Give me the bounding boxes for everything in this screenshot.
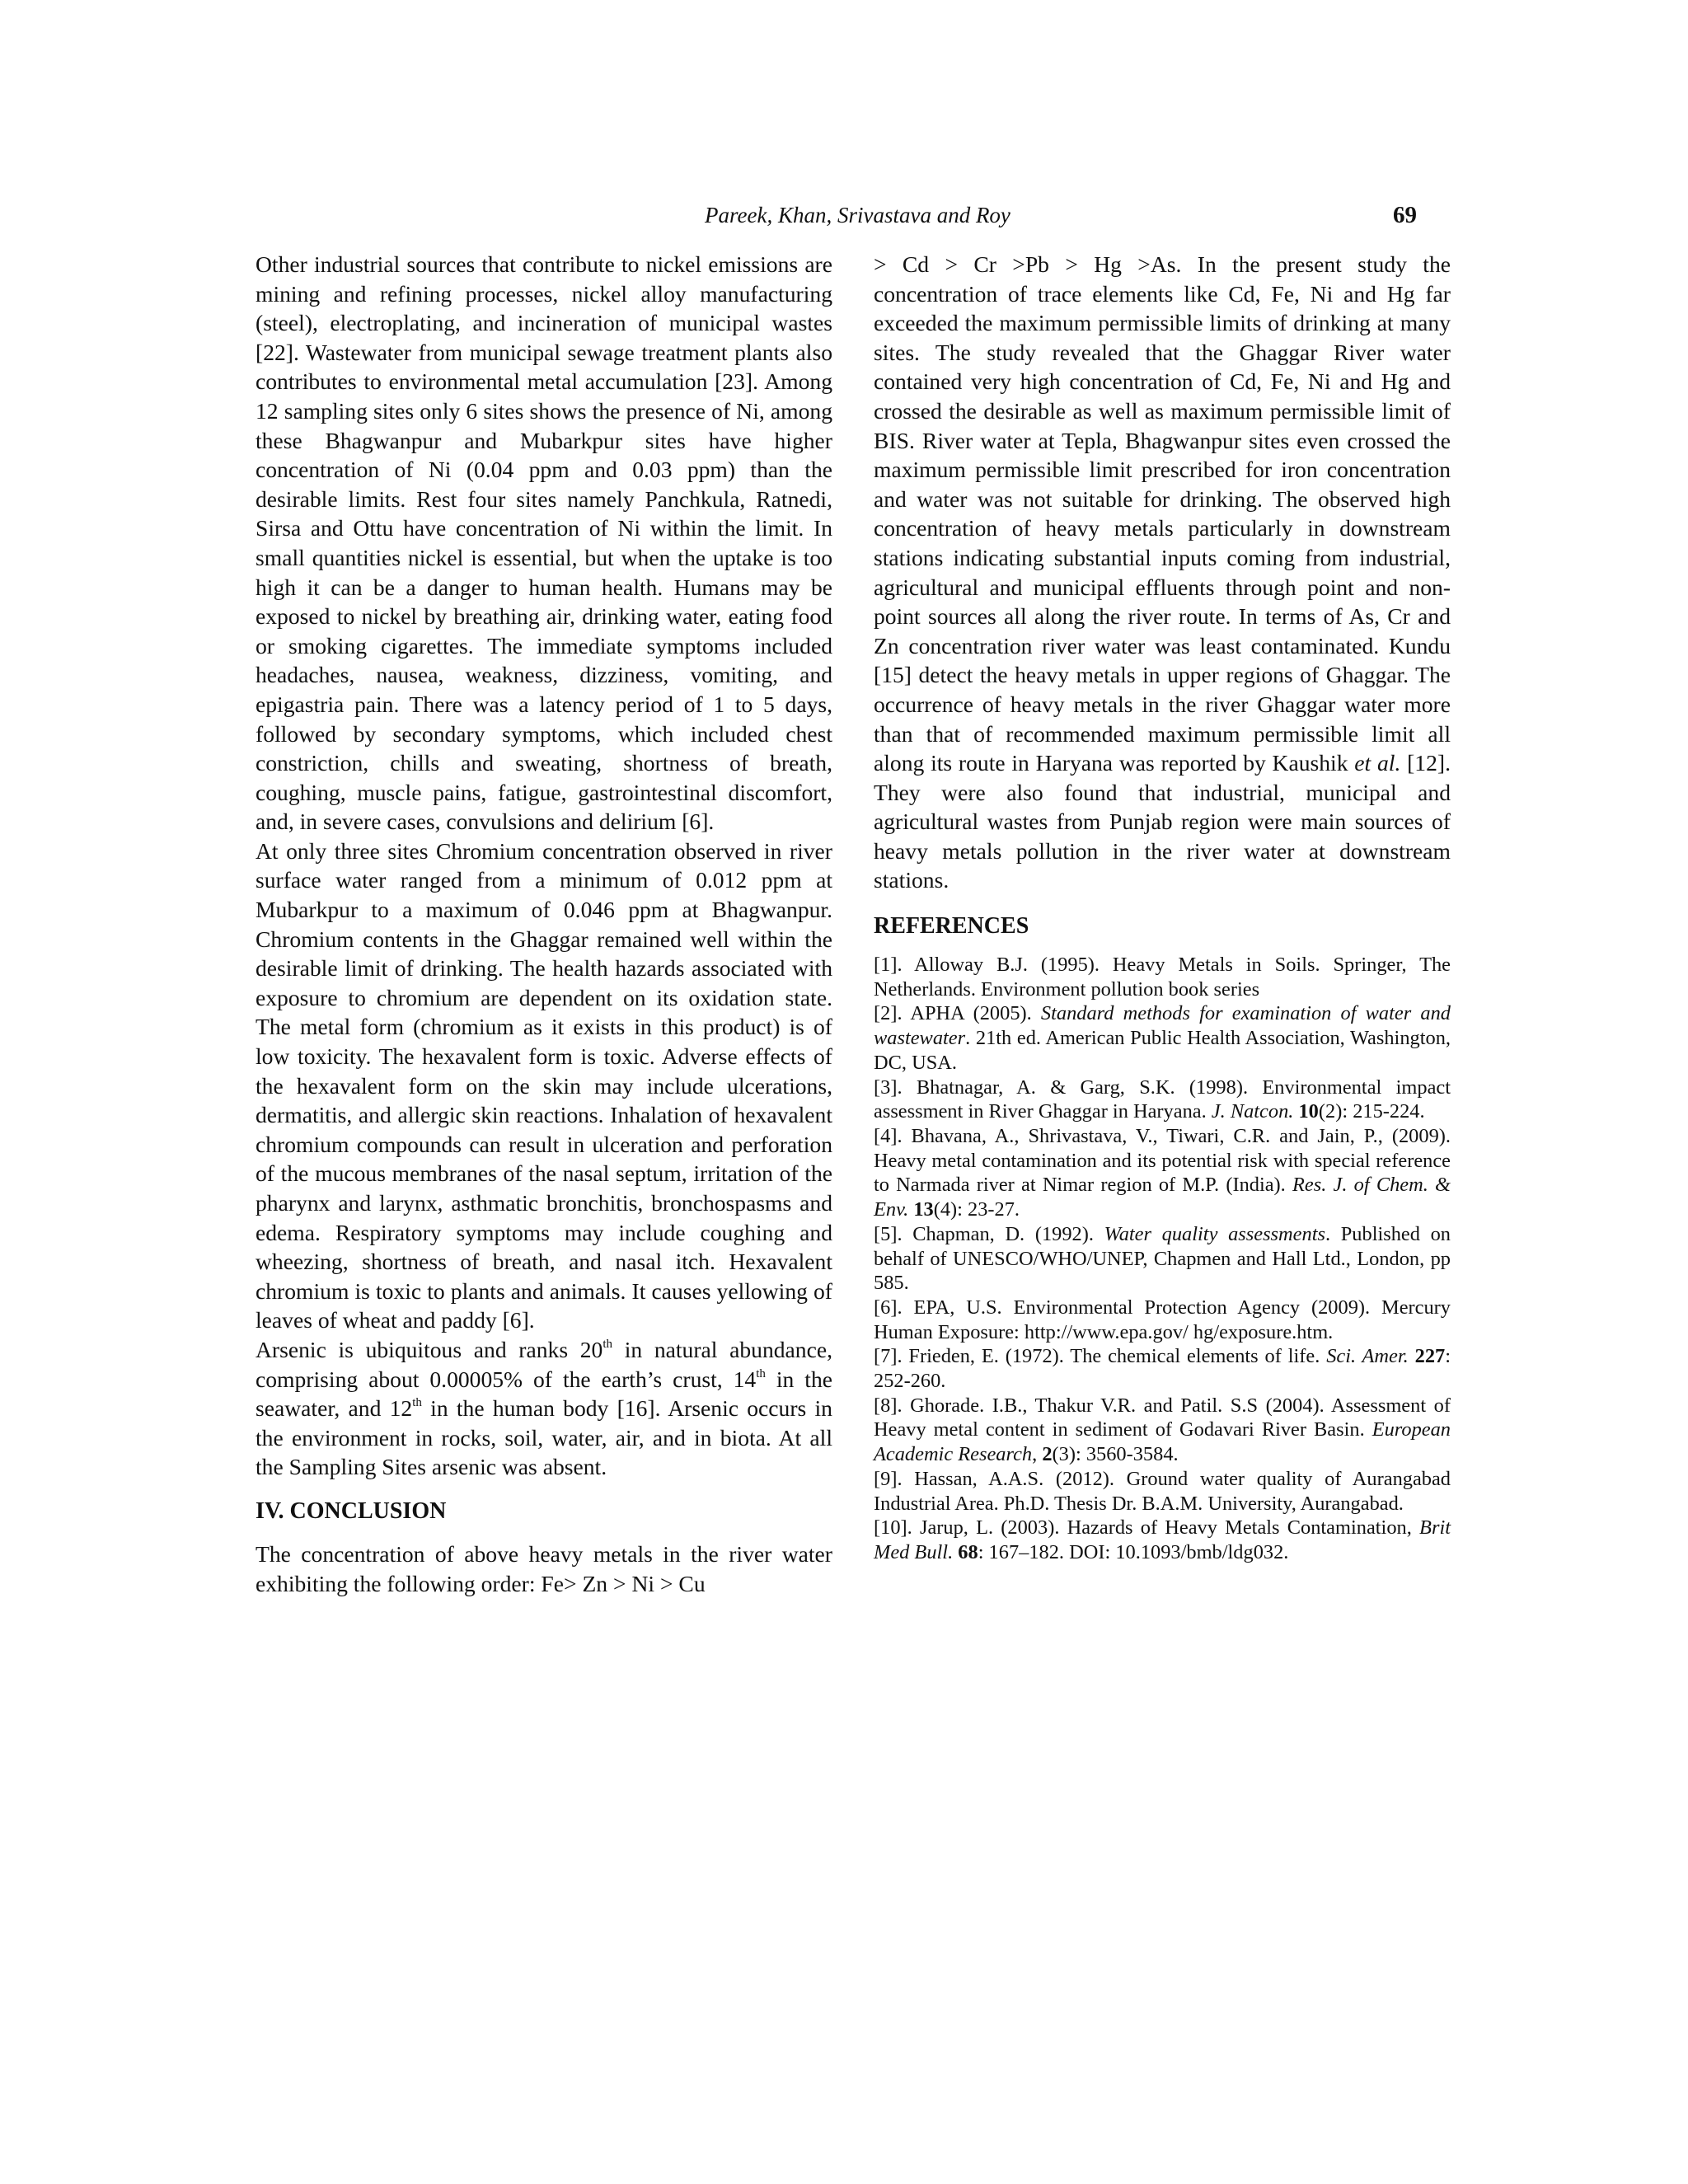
right-column — [874, 250, 1451, 1565]
reference-text: [8]. Ghorade. I.B., Thakur V.R. and Patil. S.S (2004). Assessment of Heavy metal content in sediment of Godavari River Basin. — [874, 1394, 1451, 1441]
reference-text: . Published on behalf of UNESCO/WHO/UNEP, Chapmen and Hall Ltd., London, pp 585. — [874, 1222, 1451, 1295]
reference-item — [874, 1467, 1451, 1516]
arsenic-text: Arsenic is ubiquitous and ranks 20 — [256, 1336, 603, 1362]
paragraph-conclusion-start: The concentration of above heavy metals in the river water exhibiting the following order: Fe> Zn > Ni > Cu — [256, 1540, 832, 1596]
references-list — [874, 953, 1451, 1565]
reference-text: 68 — [958, 1540, 978, 1563]
reference-item — [874, 1001, 1451, 1075]
reference-item — [874, 1076, 1451, 1124]
reference-text: 227 — [1414, 1345, 1446, 1368]
reference-item — [874, 1222, 1451, 1296]
reference-text: [10]. Jarup, L. (2003). Hazards of Heavy Metals Contamination, — [874, 1516, 1420, 1540]
reference-text: . 21th ed. American Public Health Association, Washington, DC, USA. — [874, 1027, 1451, 1074]
reference-text: Res. J. of Chem. & Env. — [874, 1174, 1451, 1221]
reference-text: 13 — [913, 1198, 934, 1221]
running-header-authors: Pareek, Khan, Srivastava and Roy — [705, 203, 1010, 227]
reference-text: European Academic Research — [874, 1418, 1451, 1466]
reference-item — [874, 1516, 1451, 1564]
reference-text: [3]. Bhatnagar, A. & Garg, S.K. (1998). Environmental impact assessment in River Ghaggar in Haryana. — [874, 1076, 1451, 1123]
reference-text: [7]. Frieden, E. (1972). The chemical elements of life. — [874, 1345, 1327, 1368]
conclusion-text: > Cd > Cr >Pb > Hg >As. In the present study the concentration of trace elements like Cd, Fe, Ni and Hg far exceeded the maximum permissible limits of drinking at many sites. The study revealed that the Ghaggar River water contained very high concentration of Cd, Fe, Ni and Hg and crossed the desirable as well as maximum permissible limit of BIS. River water at Tepla, Bhagwanpur sites even crossed the maximum permissible limit prescribed for iron concentration and water was not suitable for drinking. The observed high concentration of heavy metals particularly in downstream stations indicating substantial inputs coming from industrial, agricultural and municipal effluents through point and non-point sources all along the river route. In terms of As, Cr and Zn concentration river water was least contaminated. Kundu [15] detect the heavy metals in upper regions of Ghaggar. The occurrence of heavy metals in the river Ghaggar water more than that of recommended maximum permissible limit all along its route in Haryana was reported by Kaushik — [874, 251, 1451, 776]
paragraph-arsenic — [256, 1335, 832, 1482]
arsenic-text: in the human body [16]. Arsenic occurs in the environment in rocks, soil, water, air, and in biota. At all the Sampling Sites arsenic was absent. — [256, 1395, 832, 1480]
reference-text: Brit Med Bull. — [874, 1516, 1451, 1563]
running-header — [0, 201, 1688, 234]
reference-text: [5]. Chapman, D. (1992). — [874, 1222, 1104, 1245]
reference-text — [1409, 1345, 1415, 1367]
reference-text: (4): 23-27. — [933, 1198, 1020, 1221]
reference-text: (2): 215-224. — [1318, 1100, 1425, 1123]
ordinal-superscript: th — [603, 1337, 613, 1351]
paragraph-nickel: Other industrial sources that contribute to nickel emissions are mining and refining processes, nickel alloy manufacturing (steel), electroplating, and incineration of municipal wastes [22]. Wastewater from municipal sewage treatment plants also contributes to environmental metal accumulation [23]. Among 12 sampling sites only 6 sites shows the presence of Ni, among these Bhagwanpur and Mubarkpur sites have higher concentration of Ni (0.04 ppm and 0.03 ppm) than the desirable limits. Rest four sites namely Panchkula, Ratnedi, Sirsa and Ottu have concentration of Ni within the limit. In small quantities nickel is essential, but when the uptake is too high it can be a danger to human health. Humans may be exposed to nickel by breathing air, drinking water, eating food or smoking cigarettes. The immediate symptoms included headaches, nausea, weakness, dizziness, vomiting, and epigastria pain. There was a latency period of 1 to 5 days, followed by secondary symptoms, which included chest constriction, chills and sweating, shortness of breath, coughing, muscle pains, fatigue, gastrointestinal discomfort, and, in severe cases, convulsions and delirium [6]. — [256, 251, 832, 835]
ordinal-superscript: th — [756, 1366, 766, 1380]
reference-text: Sci. Amer. — [1326, 1345, 1409, 1368]
reference-item — [874, 1124, 1451, 1222]
reference-item — [874, 1394, 1451, 1467]
reference-text: (3): 3560-3584. — [1052, 1443, 1179, 1466]
reference-item — [874, 953, 1451, 1001]
reference-text: [2]. APHA (2005). — [874, 1002, 1041, 1025]
reference-text: [1]. Alloway B.J. (1995). Heavy Metals in Soils. Springer, The Netherlands. Environment pollution book series — [874, 954, 1451, 1001]
arsenic-text: in the seawater, and 12 — [256, 1366, 832, 1422]
conclusion-text: [12]. They were also found that industrial, municipal and agricultural wastes from Punjab region were main sources of heavy metals pollution in the river water at downstream stations. — [874, 750, 1451, 893]
page-number: 69 — [1393, 202, 1417, 228]
paragraph-chromium: At only three sites Chromium concentration observed in river surface water ranged from a minimum of 0.012 ppm at Mubarkpur to a maximum of 0.046 ppm at Bhagwanpur. Chromium contents in the Ghaggar remained well within the desirable limit of drinking. The health hazards associated with exposure to chromium are dependent on its oxidation state. The metal form (chromium as it exists in this product) is of low toxicity. The hexavalent form is toxic. Adverse effects of the hexavalent form on the skin may include ulcerations, dermatitis, and allergic skin reactions. Inhalation of hexavalent chromium compounds can result in ulceration and perforation of the mucous membranes of the nasal septum, irritation of the pharynx and larynx, asthmatic bronchitis, bronchospasms and edema. Respiratory symptoms may include coughing and wheezing, shortness of breath, and nasal itch. Hexavalent chromium is toxic to plants and animals. It causes yellowing of leaves of wheat and paddy [6]. — [256, 837, 832, 1333]
reference-text: [6]. EPA, U.S. Environmental Protection Agency (2009). Mercury Human Exposure: http://www.epa.gov/ hg/exposure.htm. — [874, 1296, 1451, 1343]
reference-text: , — [1032, 1443, 1043, 1466]
reference-text: [4]. Bhavana, A., Shrivastava, V., Tiwari, C.R. and Jain, P., (2009). Heavy metal contamination and its potential risk with special reference to Narmada river at Nimar region of M.P. (India). — [874, 1124, 1451, 1197]
reference-item — [874, 1296, 1451, 1344]
reference-text: : 167–182. DOI: 10.1093/bmb/ldg032. — [978, 1540, 1289, 1563]
reference-text: Standard methods for examination of water and wastewater — [874, 1002, 1451, 1050]
reference-text: Water quality assessments — [1104, 1222, 1325, 1245]
paragraph-conclusion-continued — [874, 250, 1451, 895]
reference-text: J. Natcon. — [1211, 1100, 1294, 1123]
reference-item — [874, 1344, 1451, 1393]
reference-text: 2 — [1042, 1443, 1053, 1466]
conclusion-heading: IV. CONCLUSION — [256, 1497, 447, 1524]
et-al-italic: et al. — [1354, 750, 1401, 776]
left-column — [256, 250, 832, 1598]
reference-text: 10 — [1298, 1100, 1319, 1123]
reference-text: : 252-260. — [874, 1345, 1451, 1393]
reference-text: [9]. Hassan, A.A.S. (2012). Ground water quality of Aurangabad Industrial Area. Ph.D. Thesis Dr. B.A.M. University, Aurangabad. — [874, 1467, 1451, 1515]
references-heading: REFERENCES — [874, 913, 1029, 940]
ordinal-superscript: th — [412, 1396, 422, 1410]
arsenic-text: in natural abundance, comprising about 0.00005% of the earth’s crust, 14 — [256, 1336, 832, 1392]
